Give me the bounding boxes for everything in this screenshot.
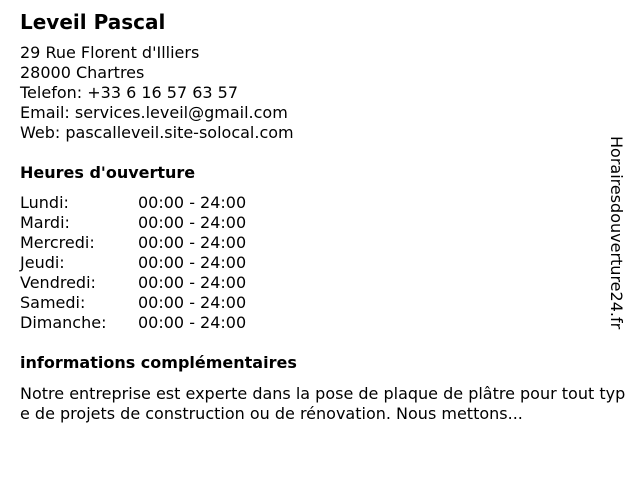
hours-row-friday (20, 273, 280, 293)
address-city: 28000 Chartres (20, 63, 145, 82)
day-label: Jeudi: (20, 253, 65, 272)
time-range: 00:00 - 24:00 (138, 193, 247, 212)
day-label: Lundi: (20, 193, 69, 212)
phone-number: Telefon: +33 6 16 57 63 57 (20, 83, 239, 102)
site-watermark: Horairesdouverture24.fr (607, 136, 626, 330)
contact-block (20, 43, 294, 143)
opening-hours-table (20, 193, 280, 333)
time-range: 00:00 - 24:00 (138, 313, 247, 332)
hours-row-monday (20, 193, 280, 213)
opening-hours-heading: Heures d'ouverture (20, 163, 196, 182)
address-street: 29 Rue Florent d'Illiers (20, 43, 200, 62)
day-label: Mercredi: (20, 233, 95, 252)
time-range: 00:00 - 24:00 (138, 233, 247, 252)
day-label: Mardi: (20, 213, 70, 232)
time-range: 00:00 - 24:00 (138, 293, 247, 312)
time-range: 00:00 - 24:00 (138, 253, 247, 272)
day-label: Vendredi: (20, 273, 96, 292)
business-description: Notre entreprise est experte dans la pose de plaque de plâtre pour tout type de projets de construction ou de rénovation. Nous mettons... (20, 384, 626, 423)
additional-info-heading: informations complémentaires (20, 353, 297, 372)
time-range: 00:00 - 24:00 (138, 273, 247, 292)
hours-row-wednesday (20, 233, 280, 253)
business-name: Leveil Pascal (20, 10, 166, 34)
email-address: Email: services.leveil@gmail.com (20, 103, 288, 122)
hours-row-sunday (20, 313, 280, 333)
hours-row-saturday (20, 293, 280, 313)
day-label: Dimanche: (20, 313, 107, 332)
hours-row-tuesday (20, 213, 280, 233)
hours-row-thursday (20, 253, 280, 273)
website-address: Web: pascalleveil.site-solocal.com (20, 123, 294, 142)
time-range: 00:00 - 24:00 (138, 213, 247, 232)
day-label: Samedi: (20, 293, 86, 312)
